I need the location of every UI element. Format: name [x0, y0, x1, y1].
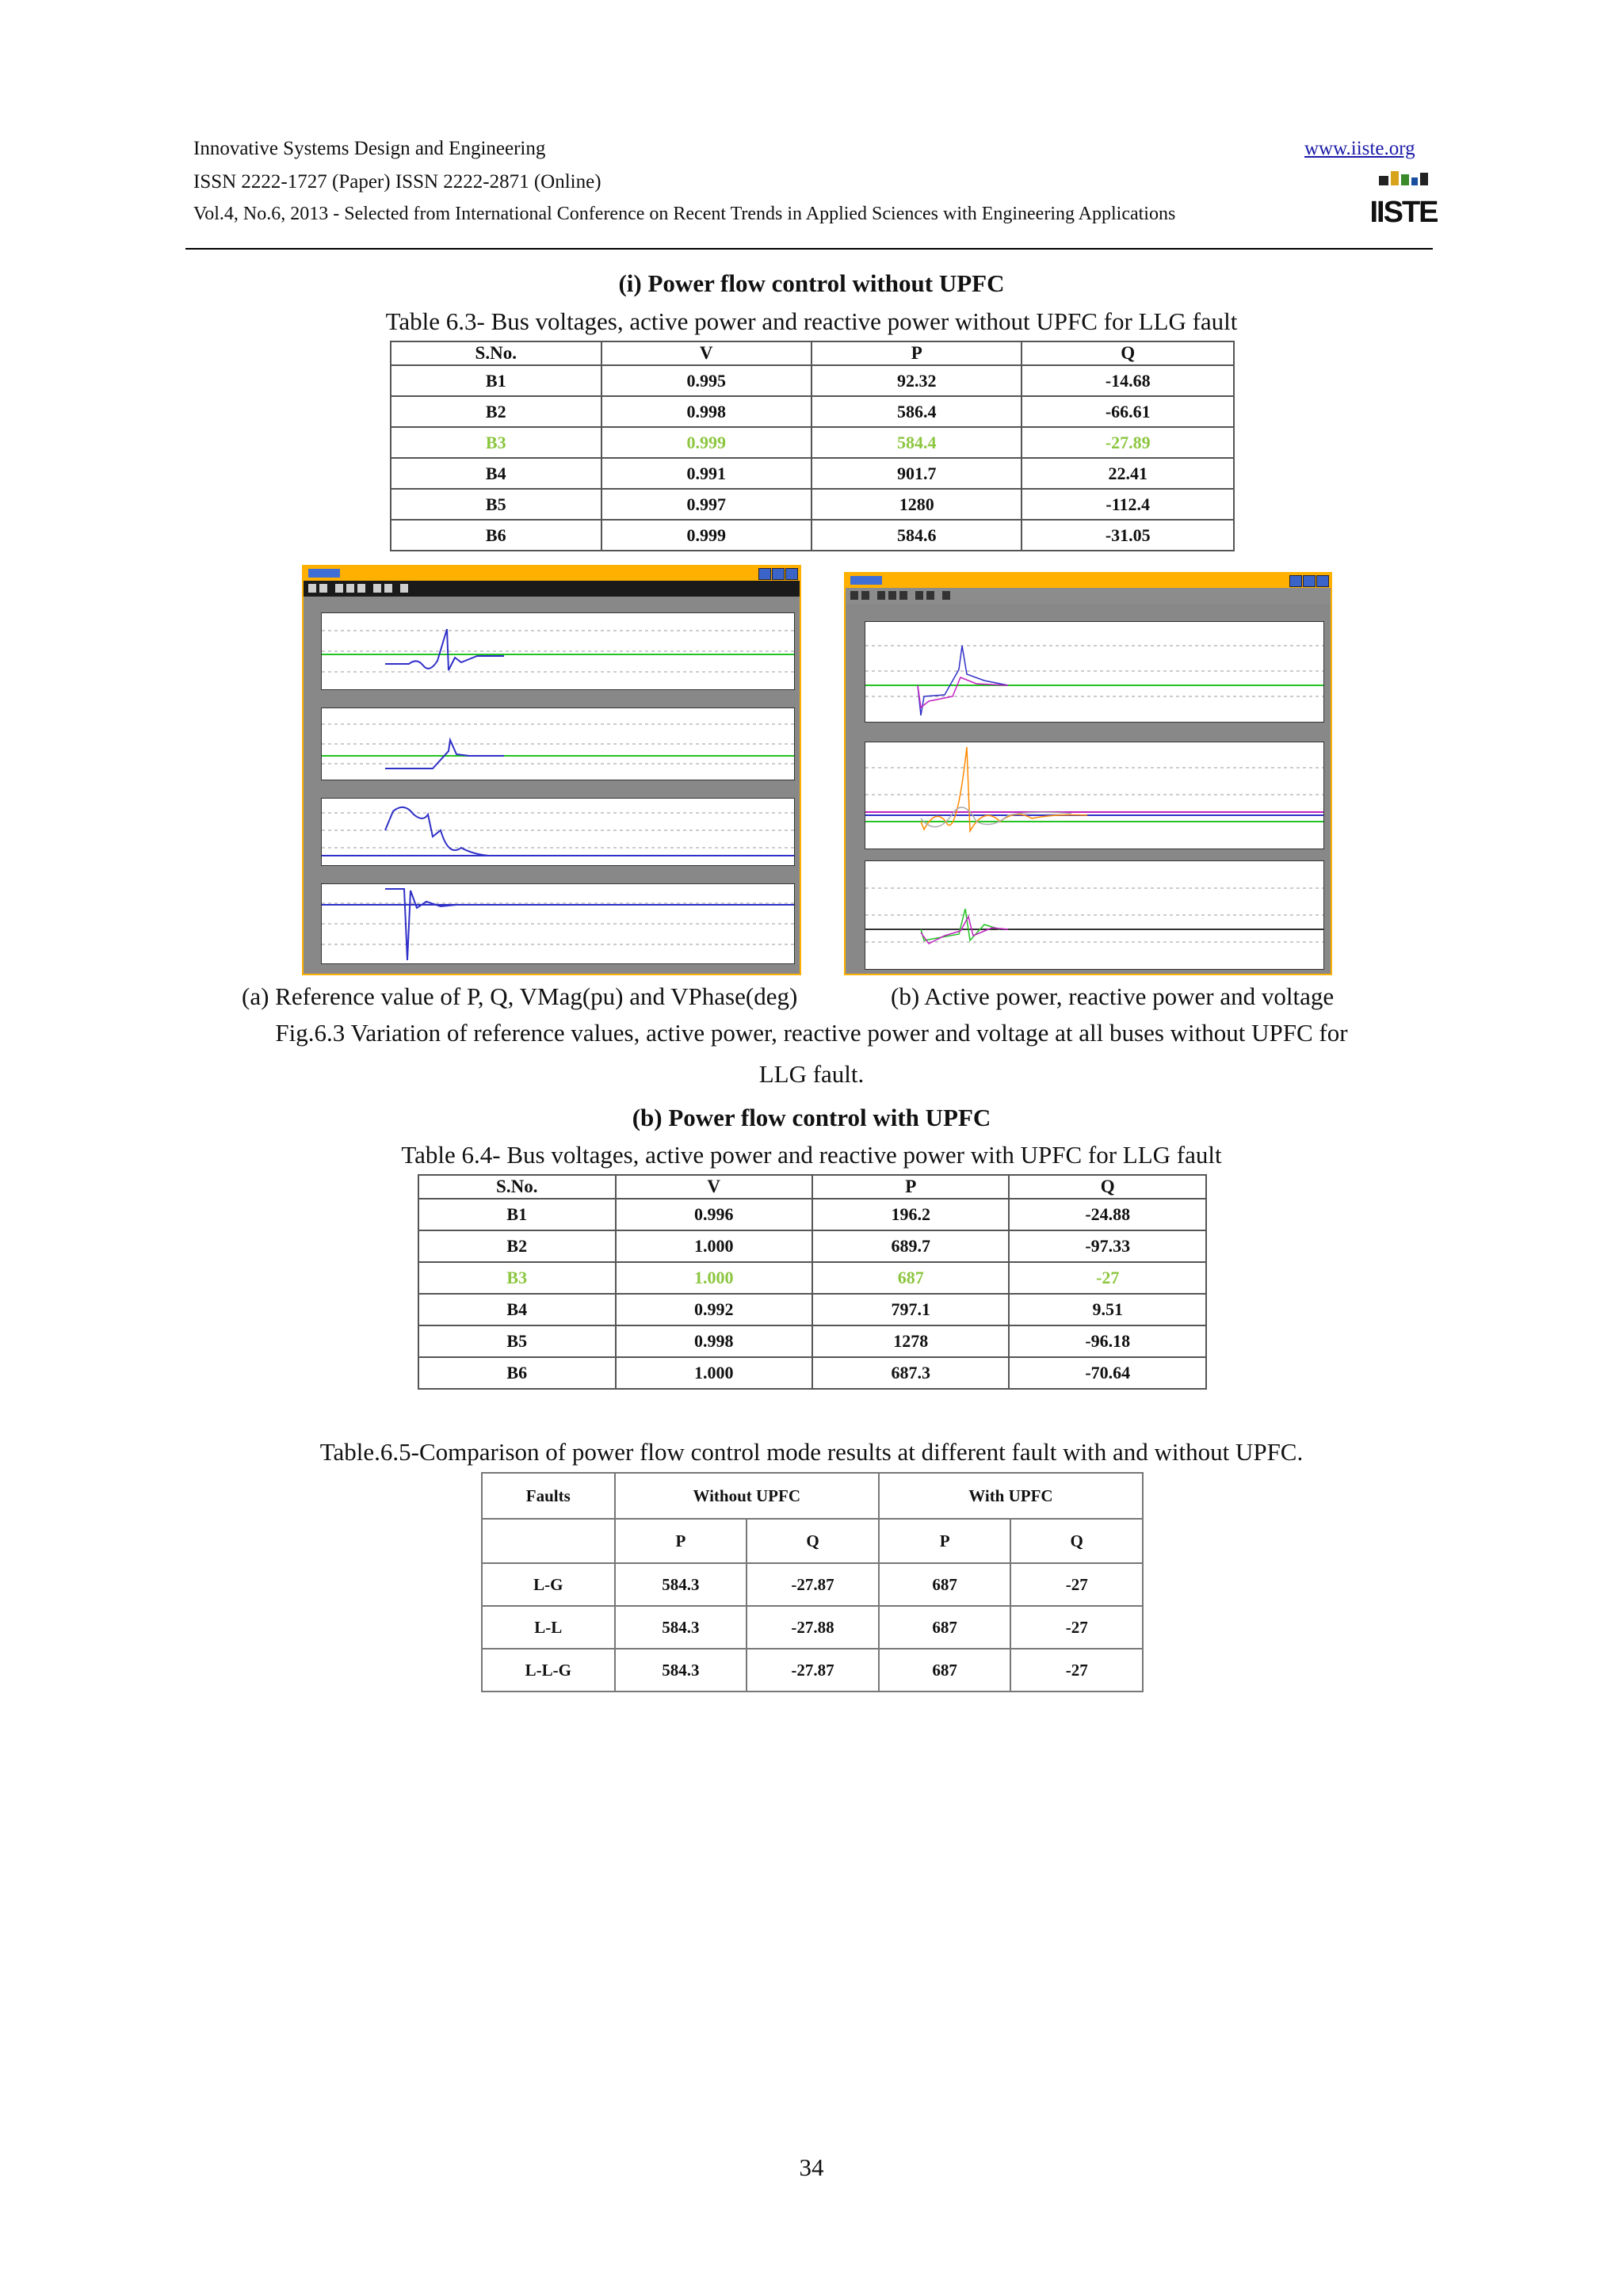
- cell: B3: [418, 1262, 616, 1294]
- cell: 0.991: [601, 458, 812, 489]
- cell: -27.89: [1022, 427, 1234, 458]
- table-row: [482, 1563, 1143, 1606]
- table-row: [418, 1199, 1206, 1230]
- cell: B5: [418, 1325, 616, 1357]
- table-row: [418, 1294, 1206, 1325]
- maximize-button[interactable]: [1303, 575, 1316, 587]
- svg-text:IISTE: IISTE: [1369, 196, 1438, 229]
- cell: 1.000: [616, 1230, 812, 1262]
- cell: B6: [391, 520, 601, 551]
- col-p: P: [615, 1519, 747, 1563]
- table-row: [391, 458, 1234, 489]
- params-icon[interactable]: [319, 584, 327, 593]
- col-sno: S.No.: [391, 341, 601, 365]
- table-row: [418, 1357, 1206, 1389]
- scope-window-reference: [302, 565, 801, 975]
- plot-panel-4: [321, 883, 795, 964]
- cell: B2: [418, 1230, 616, 1262]
- cell: -27.88: [747, 1606, 879, 1649]
- section1-heading: (i) Power flow control without UPFC: [618, 269, 1005, 297]
- table-row: [418, 1325, 1206, 1357]
- cell: B3: [391, 427, 601, 458]
- iiste-logo: [1369, 171, 1438, 229]
- voltage-plot: [865, 621, 1324, 723]
- save-axes-icon[interactable]: [926, 591, 934, 600]
- cell: B6: [418, 1357, 616, 1389]
- window-title-icon: [850, 576, 882, 585]
- minimize-button[interactable]: [1289, 575, 1302, 587]
- zoom-icon[interactable]: [877, 591, 885, 600]
- cell: 1.000: [616, 1262, 812, 1294]
- table-row: [391, 365, 1234, 396]
- cell: 687.3: [812, 1357, 1009, 1389]
- figure-caption-line2: LLG fault.: [758, 1060, 865, 1088]
- table-6-5: [481, 1472, 1144, 1692]
- close-button[interactable]: [785, 568, 798, 580]
- cell: -31.05: [1022, 520, 1234, 551]
- col-v: V: [601, 341, 812, 365]
- col-sno: S.No.: [418, 1175, 616, 1199]
- cell: 584.6: [812, 520, 1022, 551]
- col-without-upfc: Without UPFC: [615, 1473, 879, 1519]
- website-link[interactable]: www.iiste.org: [1304, 138, 1415, 159]
- window-titlebar: [304, 566, 800, 581]
- cell: -27.87: [747, 1563, 879, 1606]
- zoom-icon[interactable]: [335, 584, 343, 593]
- cell: -27: [1010, 1563, 1143, 1606]
- reactive-power-plot: [865, 860, 1324, 970]
- cell: 22.41: [1022, 458, 1234, 489]
- cell: 584.4: [812, 427, 1022, 458]
- table-row: [391, 396, 1234, 427]
- cell: 9.51: [1009, 1294, 1206, 1325]
- table-row: [482, 1649, 1143, 1691]
- col-p: P: [812, 1175, 1009, 1199]
- col-v: V: [616, 1175, 812, 1199]
- scope-window-power: [844, 572, 1332, 975]
- col-q: Q: [1010, 1519, 1143, 1563]
- cell: 0.995: [601, 365, 812, 396]
- table-row: [391, 489, 1234, 520]
- restore-axes-icon[interactable]: [400, 584, 408, 593]
- print-icon[interactable]: [308, 584, 316, 593]
- cell: -66.61: [1022, 396, 1234, 427]
- plot-panel-3: [321, 798, 795, 866]
- cell: B1: [391, 365, 601, 396]
- zoom-y-icon[interactable]: [899, 591, 907, 600]
- cell: 687: [812, 1262, 1009, 1294]
- table-header-row: [391, 341, 1234, 365]
- cell: 0.996: [616, 1199, 812, 1230]
- table-row-highlighted: [391, 427, 1234, 458]
- table-row: [391, 520, 1234, 551]
- cell: -27: [1009, 1262, 1206, 1294]
- table-row: [418, 1230, 1206, 1262]
- table-6-4: [418, 1174, 1207, 1390]
- cell: -27: [1010, 1606, 1143, 1649]
- volume-line: Vol.4, No.6, 2013 - Selected from International Conference on Recent Trends in Applied Sciences with Engineering Applications: [193, 204, 1176, 224]
- cell: 92.32: [812, 365, 1022, 396]
- col-p: P: [812, 341, 1022, 365]
- page-number: 34: [799, 2153, 824, 2181]
- cell: 687: [879, 1563, 1011, 1606]
- window-title-icon: [308, 569, 340, 578]
- zoom-x-icon[interactable]: [346, 584, 354, 593]
- cell: 0.997: [601, 489, 812, 520]
- zoom-y-icon[interactable]: [357, 584, 365, 593]
- table-row-highlighted: [418, 1262, 1206, 1294]
- cell: 901.7: [812, 458, 1022, 489]
- section2-heading: (b) Power flow control with UPFC: [632, 1104, 991, 1131]
- maximize-button[interactable]: [772, 568, 785, 580]
- zoom-x-icon[interactable]: [888, 591, 896, 600]
- cell: 584.3: [615, 1649, 747, 1691]
- subcaption-b: (b) Active power, reactive power and voltage: [891, 982, 1335, 1010]
- cell: 797.1: [812, 1294, 1009, 1325]
- cell: -112.4: [1022, 489, 1234, 520]
- cell: 0.998: [601, 396, 812, 427]
- cell: L-L-G: [482, 1649, 615, 1691]
- table65-caption: Table.6.5-Comparison of power flow control mode results at different fault with and without UPFC.: [319, 1438, 1304, 1466]
- cell: -97.33: [1009, 1230, 1206, 1262]
- cell: 1.000: [616, 1357, 812, 1389]
- col-with-upfc: With UPFC: [879, 1473, 1143, 1519]
- cell: -70.64: [1009, 1357, 1206, 1389]
- cell: B5: [391, 489, 601, 520]
- cell: B4: [391, 458, 601, 489]
- journal-name: Innovative Systems Design and Engineering: [193, 138, 546, 159]
- cell: -27: [1010, 1649, 1143, 1691]
- col-p: P: [879, 1519, 1011, 1563]
- cell: 584.3: [615, 1606, 747, 1649]
- close-button[interactable]: [1316, 575, 1329, 587]
- cell: 0.992: [616, 1294, 812, 1325]
- table-header-row: [418, 1175, 1206, 1199]
- minimize-button[interactable]: [758, 568, 771, 580]
- col-q: Q: [1009, 1175, 1206, 1199]
- col-faults: Faults: [482, 1473, 615, 1519]
- col-q: Q: [1022, 341, 1234, 365]
- params-icon[interactable]: [861, 591, 869, 600]
- cell: 1280: [812, 489, 1022, 520]
- table64-caption: Table 6.4- Bus voltages, active power and reactive power with UPFC for LLG fault: [401, 1141, 1222, 1169]
- save-axes-icon[interactable]: [384, 584, 392, 593]
- autoscale-icon[interactable]: [915, 591, 923, 600]
- cell: B1: [418, 1199, 616, 1230]
- cell: L-G: [482, 1563, 615, 1606]
- autoscale-icon[interactable]: [373, 584, 381, 593]
- cell: 689.7: [812, 1230, 1009, 1262]
- plot-panel-2: [321, 707, 795, 780]
- cell: L-L: [482, 1606, 615, 1649]
- cell: -27.87: [747, 1649, 879, 1691]
- active-power-plot: [865, 742, 1324, 849]
- cell: 0.999: [601, 427, 812, 458]
- cell: 1278: [812, 1325, 1009, 1357]
- cell: -14.68: [1022, 365, 1234, 396]
- subcaption-a: (a) Reference value of P, Q, VMag(pu) and VPhase(deg): [242, 982, 798, 1010]
- cell: 687: [879, 1649, 1011, 1691]
- cell: -96.18: [1009, 1325, 1206, 1357]
- scope-toolbar: [846, 588, 1331, 604]
- table63-caption: Table 6.3- Bus voltages, active power and reactive power without UPFC for LLG fault: [385, 307, 1238, 335]
- col-q: Q: [747, 1519, 879, 1563]
- cell: [482, 1519, 615, 1563]
- cell: B2: [391, 396, 601, 427]
- table-subheader-row: [482, 1519, 1143, 1563]
- header-rule: [185, 248, 1433, 250]
- window-titlebar: [846, 574, 1331, 588]
- cell: -24.88: [1009, 1199, 1206, 1230]
- cell: 196.2: [812, 1199, 1009, 1230]
- cell: 0.999: [601, 520, 812, 551]
- restore-axes-icon[interactable]: [942, 591, 950, 600]
- table-row: [482, 1606, 1143, 1649]
- table-group-header-row: [482, 1473, 1143, 1519]
- figure-caption-line1: Fig.6.3 Variation of reference values, active power, reactive power and voltage at all buses without UPFC for: [275, 1019, 1348, 1047]
- issn-line: ISSN 2222-1727 (Paper) ISSN 2222-2871 (Online): [193, 171, 601, 193]
- cell: 584.3: [615, 1563, 747, 1606]
- print-icon[interactable]: [850, 591, 858, 600]
- cell: 687: [879, 1606, 1011, 1649]
- plot-panel-1: [321, 612, 795, 690]
- cell: B4: [418, 1294, 616, 1325]
- scope-toolbar: [304, 581, 800, 597]
- table-6-3: [390, 341, 1235, 551]
- cell: 0.998: [616, 1325, 812, 1357]
- cell: 586.4: [812, 396, 1022, 427]
